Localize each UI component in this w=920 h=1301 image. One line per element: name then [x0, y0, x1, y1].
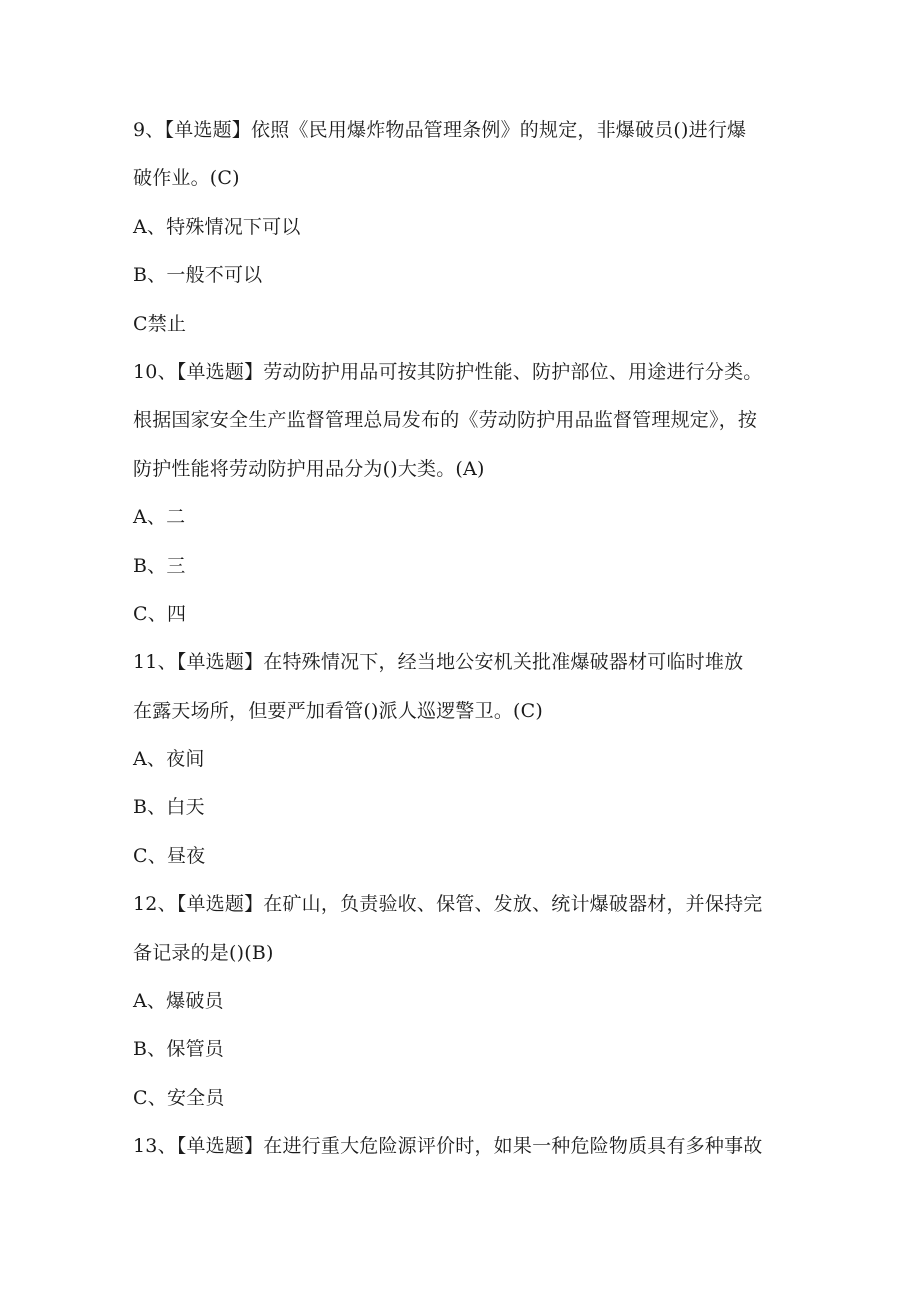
- option-b: B、保管员: [133, 1038, 224, 1061]
- question-list: [133, 106, 813, 1171]
- option-b: B、白天: [133, 796, 205, 819]
- question-stem-line: 12、【单选题】在矿山，负责验收、保管、发放、统计爆破器材，并保持完: [133, 893, 763, 916]
- question-stem-line: 13、【单选题】在进行重大危险源评价时，如果一种危险物质具有多种事故: [133, 1135, 763, 1158]
- question-stem-line: 防护性能将劳动防护用品分为()大类。(A): [133, 457, 485, 480]
- option-b: B、一般不可以: [133, 264, 263, 287]
- question-11: [133, 638, 813, 880]
- question-stem-line: 根据国家安全生产监督管理总局发布的《劳动防护用品监督管理规定》，按: [133, 409, 758, 432]
- question-9: [133, 106, 813, 348]
- option-a: A、二: [133, 506, 186, 529]
- option-c: C禁止: [133, 312, 187, 335]
- option-a: A、夜间: [133, 748, 205, 771]
- option-b: B、三: [133, 554, 186, 577]
- question-stem-line: 10、【单选题】劳动防护用品可按其防护性能、防护部位、用途进行分类。: [133, 360, 763, 383]
- option-c: C、四: [133, 602, 187, 625]
- option-a: A、爆破员: [133, 990, 224, 1013]
- option-c: C、安全员: [133, 1086, 225, 1109]
- question-stem-line: 11、【单选题】在特殊情况下，经当地公安机关批准爆破器材可临时堆放: [133, 651, 744, 674]
- question-stem-line: 在露天场所，但要严加看管()派人巡逻警卫。(C): [133, 699, 543, 722]
- option-c: C、昼夜: [133, 844, 206, 867]
- question-stem-line: 备记录的是()(B): [133, 941, 274, 964]
- question-12: [133, 880, 813, 1122]
- question-stem-line: 破作业。(C): [133, 167, 240, 190]
- question-13: [133, 1122, 813, 1170]
- question-10: [133, 348, 813, 638]
- option-a: A、特殊情况下可以: [133, 215, 301, 238]
- question-stem-line: 9、【单选题】依照《民用爆炸物品管理条例》的规定，非爆破员()进行爆: [133, 119, 747, 141]
